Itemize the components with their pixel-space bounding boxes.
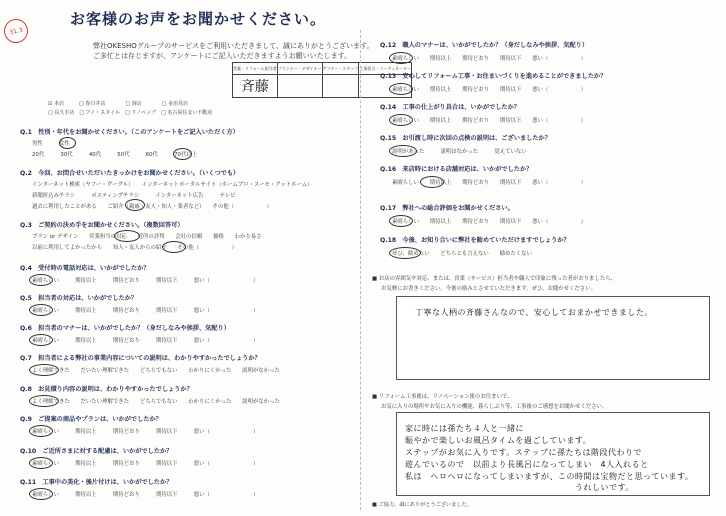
comment-answer-2-line-3: ステップがお気に入りです。ステップに孫たちは階段代わりで [405,448,643,457]
answer-circle-q17 [389,215,413,227]
comment-answer-1: 丁寧な人柄の斉藤さんなので、安心しておまかせできました。 [415,308,653,317]
question-13: Q.13 安心してリフォーム工事・お住まいづくりを進めることができましたか？ [380,73,607,80]
question-9-options: 素晴らしい 期待以上 期待どおり 期待以下 悪い（ ） [32,429,259,435]
staff-header-construction: 工事担当・コーディネーター [359,63,412,75]
question-2-options-c: 過去に利用したことがある ご紹介（親戚・友人・知人・業者など） その他（ ） [32,204,272,210]
comment-box-1 [396,296,710,380]
answer-circle-q11 [29,488,53,500]
question-15-options: 説明があった 説明はなかった 覚えていない [392,149,527,155]
question-16: Q.16 来店時における店舗対応は、いかがでしたか？ [380,166,533,173]
question-18-options: ぜひ、勧めたい どちらとも言えない 勧めたくない [392,251,532,257]
answer-circle-q18 [389,247,421,259]
comment-prompt-2b: お気に入りの場所やお気に入りの機能、暮らしぶり等、工事後のご感想をお聞かせください。 [381,404,608,410]
answer-circle-q10 [29,457,53,469]
answer-circle-decision-b [162,241,186,253]
question-8: Q.8 お見積り内容の説明は、わかりやすかったでしょうか？ [20,386,193,393]
question-1: Q.1 性別・年代をお聞かせください。（このアンケートをご記入いただく方） [20,129,239,136]
comment-answer-2-line-1: 家に時には孫たち４人と一緒に [405,424,524,433]
question-1-options-b: 20代 30代 40代 50代 60代 70代以上 [32,152,198,158]
column-divider [360,30,362,510]
comment-answer-2-line-6: うれしいです。 [405,483,634,492]
question-9: Q.9 ご提案の商品やプランは、いかがでしたか？ [20,416,162,423]
date-stamp: 31.3 [2,17,30,45]
question-12-options: 素晴らしい 期待以上 期待どおり 期待以下 悪い（ ） [392,56,587,62]
answer-circle-q6 [29,334,53,346]
intro-line-2: ご多忙とは存じますが、アンケートにご記入いただきますようお願いいたします。 [93,52,352,60]
question-8-options: よく理解できた だいたい理解できた どちらでもない わかりにくかった 説明がなかった [32,399,280,405]
answer-circle-q12 [389,52,413,64]
comment-answer-2-line-5: 私は へロへロになってしまいますが、この時間は宝物だと思っています。 [405,472,694,481]
answer-circle-q5 [29,304,53,316]
store-row-2: □ 長久手店 □ アイ・スタイル □ リノベップ □ 名古屋住まい不動産 [48,110,213,116]
question-7: Q.7 担当者による弊社の事業内容についての説明は、わかりやすかったでしょうか？ [20,355,261,362]
staff-sales-signature: 斉藤 [233,75,278,98]
answer-circle-referral [125,199,145,211]
staff-header-after: アフター・スタッフ [322,63,359,75]
question-6-options: 素晴らしい 期待以上 期待どおり 期待以下 悪い（ ） [32,338,259,344]
question-2-options-b: 新聞折込みチラシ ポスティングチラシ インターネット広告 テレビ [32,193,236,199]
comment-prompt-1b: お気軽にお書きください。今後の励みとさせていただきます。ぜひ、お聞かせください。 [381,286,596,292]
store-row-1: ☑ 本店 □ 春日井店 □ 岡店 □ 多治見店 [48,101,189,107]
question-5: Q.5 担当者の対応は、いかがでしたか？ [20,295,138,302]
question-1-options-a: 男性 女性 [32,141,70,147]
question-4: Q.4 受付時の電話対応は、いかがでしたか？ [20,265,150,272]
question-6: Q.6 担当者のマナーは、いかがでしたか？（身だしなみや挨拶、気配り） [20,325,230,332]
question-10: Q.10 ご近所さまに対する配慮は、いかがでしたか？ [20,448,173,455]
question-11: Q.11 工事中の美化・後片付けは、いかがでしたか？ [20,479,173,486]
question-14: Q.14 工事の仕上がり具合は、いかがでしたか？ [380,104,520,111]
answer-circle-q8 [29,395,59,407]
question-10-options: 素晴らしい 期待以上 期待どおり 期待以下 悪い（ ） [32,461,259,467]
comment-prompt-2a: ■ リフォーム工事後は、リノベーション後のお住まいで、 [372,394,513,400]
question-17-options: 素晴らしい 期待以上 期待どおり 期待以下 悪い（ ） [392,219,587,225]
comment-answer-2-line-2: 賑やかで楽しいお風呂タイムを過ごしています。 [405,436,592,445]
answer-circle-q14 [389,114,413,126]
question-12: Q.12 職人のマナーは、いかがでしたか？（身だしなみや挨拶、気配り） [380,42,589,49]
answer-circle-age [173,148,192,160]
question-3: Q.3 ご契約の決め手をお聞かせください。（複数回答可） [20,222,184,229]
question-18: Q.18 今後、お知り合いに弊社を勧めていただけますでしょうか？ [380,237,570,244]
intro-line-1: 弊社OKESHOグループのサービスをご利用いただきまして、誠にありがとうございます。 [93,42,374,50]
question-11-options: 素晴らしい 期待以上 期待どおり 期待以下 悪い（ ） [32,492,259,498]
question-14-options: 素晴らしい 期待以上 期待どおり 期待以下 悪い（ ） [392,118,587,124]
question-16-options: 素晴らしい 期待以上 期待どおり 期待以下 悪い（ ） [392,180,587,186]
question-7-options: よく理解できた だいたい理解できた どちらでもない わかりにくかった 説明がなかった [32,368,280,374]
question-13-options: 素晴らしい 期待以上 期待どおり 期待以下 悪い（ ） [392,87,587,93]
question-5-options: 素晴らしい 期待以上 期待どおり 期待以下 悪い（ ） [32,308,259,314]
answer-circle-decision-a [114,230,140,242]
question-3-options-a: プラン or デザイン 営業担当の対応 近所の評判 会社の信頼 価格 わかり易さ [32,234,262,240]
staff-header-sales: 営業・リフォーム担当者 [233,63,278,75]
comment-prompt-1a: ■ お店の雰囲気や対応、または、営業（サービス）担当者や職人で印象に残った者がおりましたら、 [372,276,617,282]
question-17: Q.17 弊社への総合評価をお聞かせください。 [380,205,514,212]
comment-answer-2-line-4: 遊んでいるので 以前より長風呂になってしまい 4人入れると [405,460,649,469]
answer-circle-q4 [29,274,53,286]
question-3-options-b: 以前に利用してよかったから 知人・友人からの紹介 その他（ ） [32,245,237,251]
answer-circle-q16 [420,176,444,188]
question-4-options: 素晴らしい 期待以上 期待どおり 期待以下 悪い（ ） [32,278,259,284]
comment-box-2 [396,412,710,496]
staff-table [232,62,412,98]
staff-header-planner: プランナー・デザイナー [277,63,322,75]
answer-circle-q13 [389,83,413,95]
question-2-options-a: インターネット検索（ヤフー・グーグル） インターネットポータルサイト（ホームプロ・スーモ・アットホーム） [32,182,313,188]
page-title: お客様のお声をお聞かせください。 [70,10,327,28]
thanks-note: ■ ご協力、誠にありがとうございました。 [372,502,472,508]
answer-circle-q15 [389,145,417,157]
answer-circle-q7 [29,364,59,376]
answer-circle-q9 [29,425,53,437]
question-15: Q.15 お引渡し時に次回の点検の説明は、ございましたか？ [380,135,551,142]
question-2: Q.2 今回、お問合せいただいたきっかけをお聞かせください。（いくつでも） [20,170,240,177]
answer-circle-gender [59,137,76,149]
